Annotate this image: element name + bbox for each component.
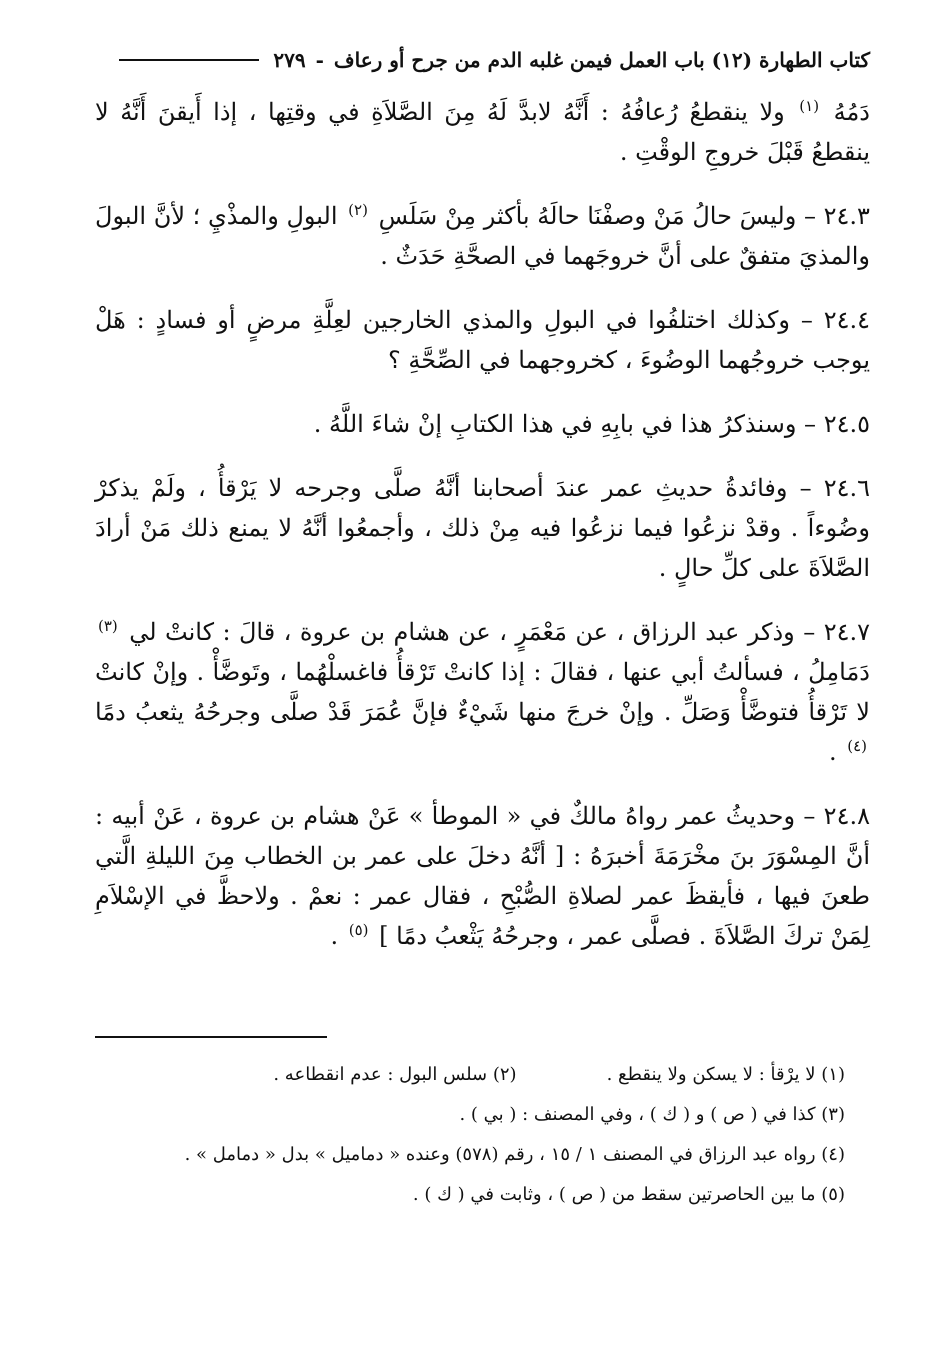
paragraph-number: ٢٤.٣ [823, 202, 870, 230]
dash: – [790, 306, 813, 334]
dash: – [796, 410, 817, 438]
paragraph-24-5 [95, 404, 870, 444]
paragraph-text: دَمُهُ [833, 98, 870, 126]
footnote-3: (٣) كذا في ( ص ) و ( ك ) ، وفي المصنف : ( بي ) . [459, 1104, 845, 1125]
paragraph-number: ٢٤.٦ [823, 474, 870, 502]
paragraph-text: . [330, 922, 339, 950]
dash: – [796, 202, 816, 230]
paragraph-text: وليسَ حالُ مَنْ وصفْنَا حالَهُ بأكثر مِنْ سَلَسِ [378, 202, 797, 230]
footnote-ref: (٣) [98, 617, 118, 635]
footnote-1: (١) لا يرْقأ : لا يسكن ولا ينقطع . [606, 1064, 845, 1085]
paragraph-text: وسنذكرُ هذا في بابِهِ في هذا الكتابِ إنْ شاءَ اللَّهُ . [313, 410, 797, 438]
paragraph-text: ولا ينقطعُ رُعافُهُ : أَنَّهُ لابدَّ لَهُ مِنَ الصَّلاَةِ في وقتِها ، إذا أَيقنَ أَنَّهُ لا ينقطعُ قَبْلَ خروجِ الوقْتِ . [95, 98, 870, 166]
dash: – [795, 802, 816, 830]
paragraph-text: . [828, 738, 837, 766]
header-rule [119, 59, 259, 61]
header-title: كتاب الطهارة (١٢) باب العمل فيمن غلبه الدم من جرح أو رعاف [333, 48, 870, 72]
footnotes [95, 1055, 845, 1215]
dash: – [794, 618, 816, 646]
paragraph-continuation [95, 92, 870, 172]
book-page [95, 40, 870, 980]
paragraph-text: البولِ والمذْيِ ؛ لأنَّ البولَ والمذيَ متفقٌ على أنَّ خروجَهما في الصحَّةِ حَدَثٌ . [95, 202, 870, 270]
main-text [95, 92, 870, 956]
footnote-row [95, 1055, 845, 1095]
dash: – [787, 474, 812, 502]
footnote-ref: (١) [799, 97, 820, 115]
footnote-2: (٢) سلس البول : عدم انقطاعه . [273, 1064, 517, 1085]
footnote-rule [95, 1036, 327, 1038]
footnote-ref: (٥) [348, 921, 369, 939]
footnote-5: (٥) ما بين الحاصرتين سقط من ( ص ) ، وثابت في ( ك ) . [412, 1184, 845, 1205]
paragraph-text: دَمَامِلُ ، فسألتُ أبي عنها ، فقالَ : إذا كانتْ تَرْقأُ فاغسلْهُما ، وتَوضَّأْ . وإنْ كانتْ لا تَرْقأُ فتوضَّأْ وَصَلِّ . وإنْ خرجَ منها شَيْءٌ فإنَّ عُمَرَ قَدْ صلَّى وجرحُهُ يثعبُ دمًا [95, 658, 870, 726]
paragraph-text: وكذلك اختلفُوا في البولِ والمذي الخارجين لعِلَّةِ مرضٍ أو فسادٍ : هَلْ يوجب خروجُهما الوضُوءَ ، كخروجهما في الصِّحَّةِ ؟ [95, 306, 870, 374]
paragraph-24-6 [95, 468, 870, 588]
paragraph-text: وحديثُ عمر رواهُ مالكٌ في « الموطأ » عَنْ هشام بن عروة ، عَنْ أبيه : أنَّ المِسْوَرَ بنَ مخْرَمَةَ أخبرَهُ : [ أنَّهُ دخلَ على عمر بن الخطاب مِنَ الليلةِ الَّتي طعنَ فيها ، فأيقظَ عمر لصلاةِ الصُّبْحِ ، فقال عمر : نعمْ . ولاحظَّ في الإسْلاَمِ لِمَنْ تركَ الصَّلاَةَ . فصلَّى عمر ، وجرحُهُ يَثْعبُ دمًا ] [95, 802, 870, 950]
paragraph-24-3 [95, 196, 870, 276]
footnote-ref: (٤) [847, 737, 867, 755]
paragraph-text: وذكر عبد الرزاق ، عن مَعْمَرٍ ، عن هشام بن عروة ، قالَ : كانتْ لي [129, 618, 795, 646]
paragraph-24-8 [95, 796, 870, 956]
paragraph-number: ٢٤.٤ [823, 306, 870, 334]
paragraph-24-4 [95, 300, 870, 380]
paragraph-24-7 [95, 612, 870, 772]
footnote-ref: (٢) [348, 201, 368, 219]
paragraph-number: ٢٤.٨ [823, 802, 870, 830]
paragraph-number: ٢٤.٧ [823, 618, 871, 646]
page-number: ٢٧٩ [273, 48, 306, 72]
paragraph-number: ٢٤.٥ [823, 410, 870, 438]
footnote-4: (٤) رواه عبد الرزاق في المصنف ١ / ١٥ ، رقم (٥٧٨) وعنده « دماميل » بدل « دمامل » . [184, 1144, 845, 1165]
paragraph-text: وفائدةُ حديثِ عمر عندَ أصحابنا أنَّهُ صلَّى وجرحه لا يَرْقأُ ، ولَمْ يذكرْ وضُوءاً . وقدْ نزعُوا فيما نزعُوا فيه مِنْ ذلك ، وأجمعُوا أنَّهُ لا يمنع ذلك مَنْ أرادَ الصَّلاَةَ على كلِّ حالٍ . [95, 474, 870, 582]
running-header [95, 40, 870, 80]
header-separator: - [315, 48, 324, 72]
